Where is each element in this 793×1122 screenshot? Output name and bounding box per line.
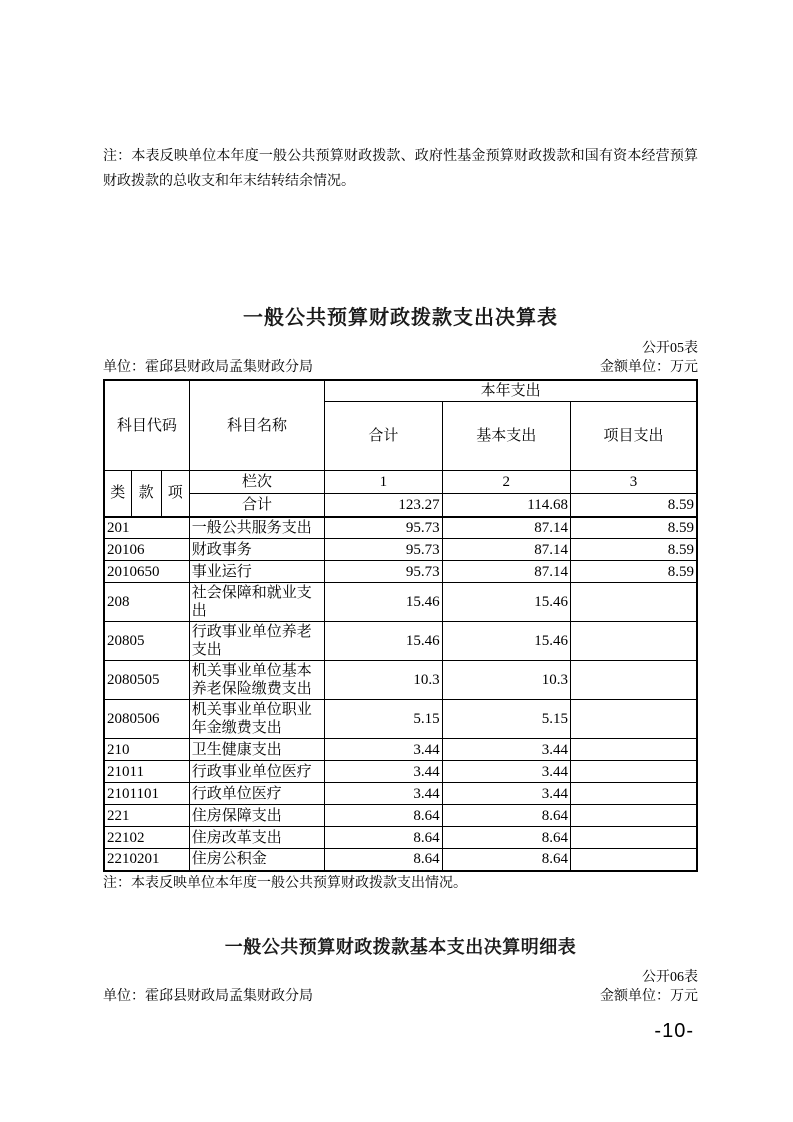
table-row [104, 783, 697, 805]
cell-project: 8.59 [571, 561, 698, 583]
table-row [104, 739, 697, 761]
col-index-2: 2 [442, 471, 570, 494]
cell-total: 10.3 [325, 661, 442, 700]
cell-basic: 15.46 [442, 622, 570, 661]
table2-unit-label: 单位：霍邱县财政局孟集财政分局 [103, 989, 313, 1005]
cell-name: 行政单位医疗 [189, 783, 324, 805]
table1-title: 一般公共预算财政拨款支出决算表 [243, 306, 558, 329]
cell-name: 行政事业单位医疗 [189, 761, 324, 783]
table-row [104, 661, 697, 700]
cell-basic: 87.14 [442, 561, 570, 583]
cell-project [571, 661, 698, 700]
cell-total: 15.46 [325, 622, 442, 661]
cell-code: 2080506 [104, 700, 189, 739]
cell-name: 社会保障和就业支出 [189, 583, 324, 622]
expenditure-table-body [104, 517, 697, 871]
col-header-category: 类 [104, 471, 131, 517]
table1-public-label: 公开05表 [642, 340, 698, 356]
page-number: -10- [654, 1020, 694, 1043]
table-row [104, 517, 697, 539]
cell-name: 住房保障支出 [189, 805, 324, 827]
cell-total: 95.73 [325, 539, 442, 561]
col-index-1: 1 [325, 471, 442, 494]
cell-project [571, 827, 698, 849]
row-index-label: 栏次 [189, 471, 324, 494]
col-header-basic: 基本支出 [442, 402, 570, 471]
cell-project [571, 583, 698, 622]
cell-basic: 87.14 [442, 539, 570, 561]
table1-unit-row [103, 359, 698, 377]
cell-basic: 3.44 [442, 739, 570, 761]
table-row [104, 827, 697, 849]
cell-project [571, 761, 698, 783]
table2-unit-row [103, 988, 698, 1006]
cell-project [571, 849, 698, 871]
cell-basic: 8.64 [442, 805, 570, 827]
col-header-project: 项目支出 [571, 402, 698, 471]
grand-total-project: 8.59 [571, 494, 698, 517]
cell-total: 8.64 [325, 849, 442, 871]
expenditure-table [103, 379, 698, 872]
cell-basic: 3.44 [442, 783, 570, 805]
table1-note: 注：本表反映单位本年度一般公共预算财政拨款支出情况。 [103, 875, 467, 891]
grand-total-row [104, 494, 697, 517]
grand-total-basic: 114.68 [442, 494, 570, 517]
table2-public-label: 公开06表 [642, 970, 698, 986]
table-row [104, 761, 697, 783]
cell-project [571, 700, 698, 739]
table2-amount-unit-label: 金额单位：万元 [600, 989, 698, 1005]
cell-code: 20805 [104, 622, 189, 661]
cell-total: 5.15 [325, 700, 442, 739]
cell-name: 卫生健康支出 [189, 739, 324, 761]
cell-code: 20106 [104, 539, 189, 561]
cell-total: 8.64 [325, 827, 442, 849]
table-row [104, 805, 697, 827]
cell-basic: 15.46 [442, 583, 570, 622]
cell-code: 221 [104, 805, 189, 827]
table-row [104, 622, 697, 661]
cell-project [571, 805, 698, 827]
cell-project [571, 783, 698, 805]
grand-total-label: 合计 [189, 494, 324, 517]
cell-code: 21011 [104, 761, 189, 783]
cell-name: 住房改革支出 [189, 827, 324, 849]
table-row [104, 583, 697, 622]
header-row-top [104, 380, 697, 402]
cell-total: 95.73 [325, 517, 442, 539]
table2-title: 一般公共预算财政拨款基本支出决算明细表 [224, 937, 577, 958]
cell-basic: 3.44 [442, 761, 570, 783]
cell-code: 22102 [104, 827, 189, 849]
col-header-subject-name: 科目名称 [189, 380, 324, 471]
col-header-year-expenditure: 本年支出 [325, 380, 697, 402]
cell-name: 住房公积金 [189, 849, 324, 871]
cell-code: 2210201 [104, 849, 189, 871]
col-header-total: 合计 [325, 402, 442, 471]
cell-code: 2080505 [104, 661, 189, 700]
cell-name: 事业运行 [189, 561, 324, 583]
header-row-index [104, 471, 697, 494]
cell-total: 15.46 [325, 583, 442, 622]
cell-total: 3.44 [325, 739, 442, 761]
cell-code: 210 [104, 739, 189, 761]
cell-name: 一般公共服务支出 [189, 517, 324, 539]
cell-code: 2010650 [104, 561, 189, 583]
cell-project [571, 622, 698, 661]
note-top: 注：本表反映单位本年度一般公共预算财政拨款、政府性基金预算财政拨款和国有资本经营预算财政拨款的总收支和年末结转结余情况。 [103, 149, 698, 189]
table1-amount-unit-label: 金额单位：万元 [600, 359, 698, 375]
cell-basic: 8.64 [442, 849, 570, 871]
grand-total-total: 123.27 [325, 494, 442, 517]
cell-code: 2101101 [104, 783, 189, 805]
table-row [104, 561, 697, 583]
cell-name: 行政事业单位养老支出 [189, 622, 324, 661]
cell-basic: 8.64 [442, 827, 570, 849]
cell-total: 3.44 [325, 761, 442, 783]
cell-code: 201 [104, 517, 189, 539]
table-row [104, 539, 697, 561]
table-row [104, 849, 697, 871]
cell-total: 3.44 [325, 783, 442, 805]
cell-name: 机关事业单位职业年金缴费支出 [189, 700, 324, 739]
cell-code: 208 [104, 583, 189, 622]
cell-basic: 5.15 [442, 700, 570, 739]
cell-project: 8.59 [571, 517, 698, 539]
cell-basic: 10.3 [442, 661, 570, 700]
table1-unit-label: 单位：霍邱县财政局孟集财政分局 [103, 359, 313, 375]
cell-name: 财政事务 [189, 539, 324, 561]
cell-project: 8.59 [571, 539, 698, 561]
col-index-3: 3 [571, 471, 698, 494]
col-header-section: 款 [131, 471, 161, 517]
col-header-item: 项 [161, 471, 189, 517]
col-header-subject-code: 科目代码 [104, 380, 189, 471]
cell-total: 8.64 [325, 805, 442, 827]
cell-project [571, 739, 698, 761]
cell-name: 机关事业单位基本养老保险缴费支出 [189, 661, 324, 700]
cell-total: 95.73 [325, 561, 442, 583]
table-row [104, 700, 697, 739]
cell-basic: 87.14 [442, 517, 570, 539]
page-content [103, 0, 698, 1043]
